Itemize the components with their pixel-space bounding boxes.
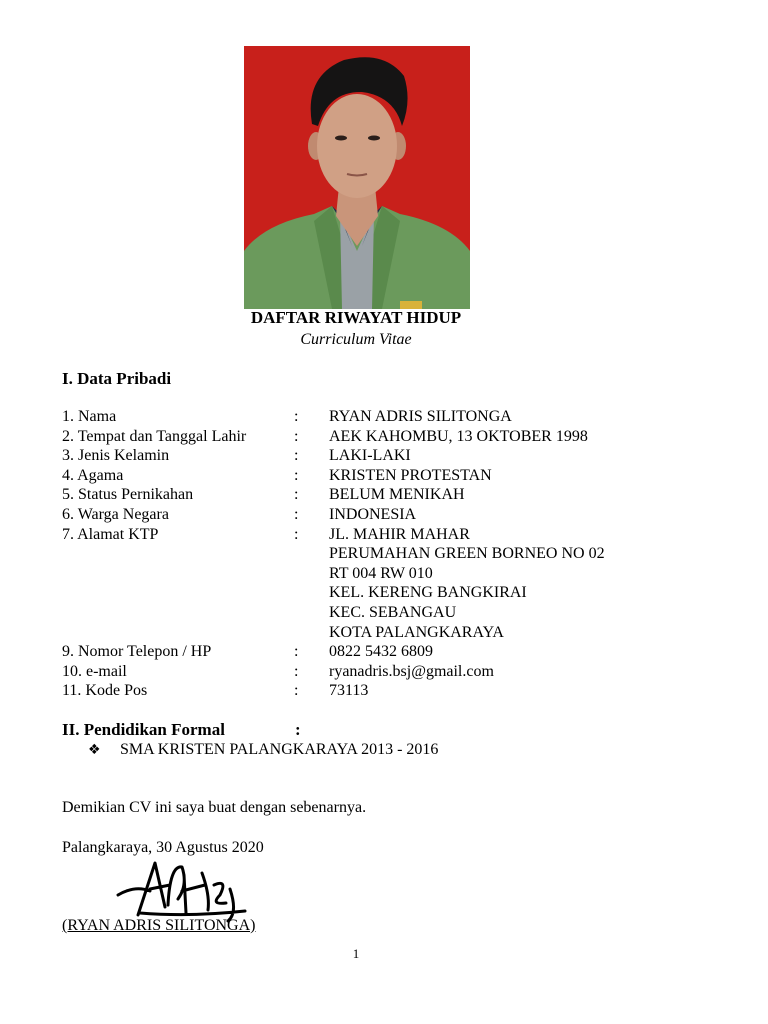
data-row-name — [62, 407, 605, 427]
data-value — [329, 505, 416, 525]
data-value-line: KRISTEN PROTESTAN — [329, 466, 492, 484]
data-colon: : — [294, 525, 299, 543]
data-row-birth — [62, 427, 605, 447]
section-heading-colon: : — [295, 720, 301, 739]
data-colon: : — [294, 682, 299, 700]
list-item — [88, 740, 438, 760]
data-label: 5. Status Pernikahan — [62, 486, 194, 504]
data-label: 9. Nomor Telepon / HP — [62, 643, 212, 661]
data-label: 11. Kode Pos — [62, 682, 148, 700]
data-row-marital-status — [62, 485, 605, 505]
data-value — [329, 427, 588, 447]
data-value-line: KOTA PALANGKARAYA — [329, 623, 504, 641]
data-label: 7. Alamat KTP — [62, 525, 159, 543]
data-value — [329, 525, 605, 643]
data-value — [329, 466, 492, 486]
data-colon: : — [294, 643, 299, 661]
data-value-line: KEC. SEBANGAU — [329, 603, 457, 621]
data-label: 3. Jenis Kelamin — [62, 447, 170, 465]
data-label: 6. Warga Negara — [62, 505, 169, 523]
section-heading-education: II. Pendidikan Formal — [62, 720, 225, 739]
data-row-gender — [62, 446, 605, 466]
data-value — [329, 642, 433, 662]
data-label: 10. e-mail — [62, 662, 127, 680]
data-value-line: ryanadris.bsj@gmail.com — [329, 662, 494, 680]
profile-photo — [244, 46, 470, 309]
data-value — [329, 485, 465, 505]
diamond-bullet-icon: ❖ — [88, 742, 101, 758]
data-value-line: PERUMAHAN GREEN BORNEO NO 02 — [329, 545, 605, 563]
data-value — [329, 662, 494, 682]
closing-statement: Demikian CV ini saya buat dengan sebenarnya. — [62, 799, 367, 816]
data-value — [329, 681, 368, 701]
data-colon: : — [294, 447, 299, 465]
data-colon: : — [294, 466, 299, 484]
data-row-phone — [62, 642, 605, 662]
data-colon: : — [294, 486, 299, 504]
data-value-line: BELUM MENIKAH — [329, 486, 465, 504]
data-colon: : — [294, 505, 299, 523]
data-value-line: RT 004 RW 010 — [329, 564, 433, 582]
data-row-address — [62, 525, 605, 643]
place-date: Palangkaraya, 30 Agustus 2020 — [62, 839, 264, 856]
data-value-line: AEK KAHOMBU, 13 OKTOBER 1998 — [329, 427, 588, 445]
page-number: 1 — [352, 946, 360, 961]
document-title: DAFTAR RIWAYAT HIDUP — [250, 308, 462, 327]
data-colon: : — [294, 662, 299, 680]
data-value-line: INDONESIA — [329, 505, 417, 523]
data-label: 2. Tempat dan Tanggal Lahir — [62, 427, 247, 445]
data-value-line: 0822 5432 6809 — [329, 643, 433, 661]
data-value-line: LAKI-LAKI — [329, 447, 411, 465]
section-heading-personal-data: I. Data Pribadi — [62, 369, 172, 388]
signer-name: (RYAN ADRIS SILITONGA) — [62, 917, 256, 934]
education-item: SMA KRISTEN PALANGKARAYA 2013 - 2016 — [120, 741, 439, 758]
personal-data-list — [62, 407, 605, 701]
data-value-line: KEL. KERENG BANGKIRAI — [329, 584, 527, 602]
data-value — [329, 407, 512, 427]
data-label: 1. Nama — [62, 408, 117, 425]
data-value — [329, 446, 411, 466]
data-value-line: 73113 — [329, 682, 369, 700]
data-row-email — [62, 662, 605, 682]
handwritten-signature — [110, 855, 260, 925]
data-colon: : — [294, 408, 299, 425]
data-row-postal-code — [62, 681, 605, 701]
document-subtitle: Curriculum Vitae — [300, 331, 412, 348]
data-colon: : — [294, 427, 299, 445]
data-label: 4. Agama — [62, 466, 124, 484]
data-value-line: RYAN ADRIS SILITONGA — [329, 408, 512, 425]
data-row-religion — [62, 466, 605, 486]
data-value-line: JL. MAHIR MAHAR — [329, 525, 470, 543]
data-row-citizenship — [62, 505, 605, 525]
